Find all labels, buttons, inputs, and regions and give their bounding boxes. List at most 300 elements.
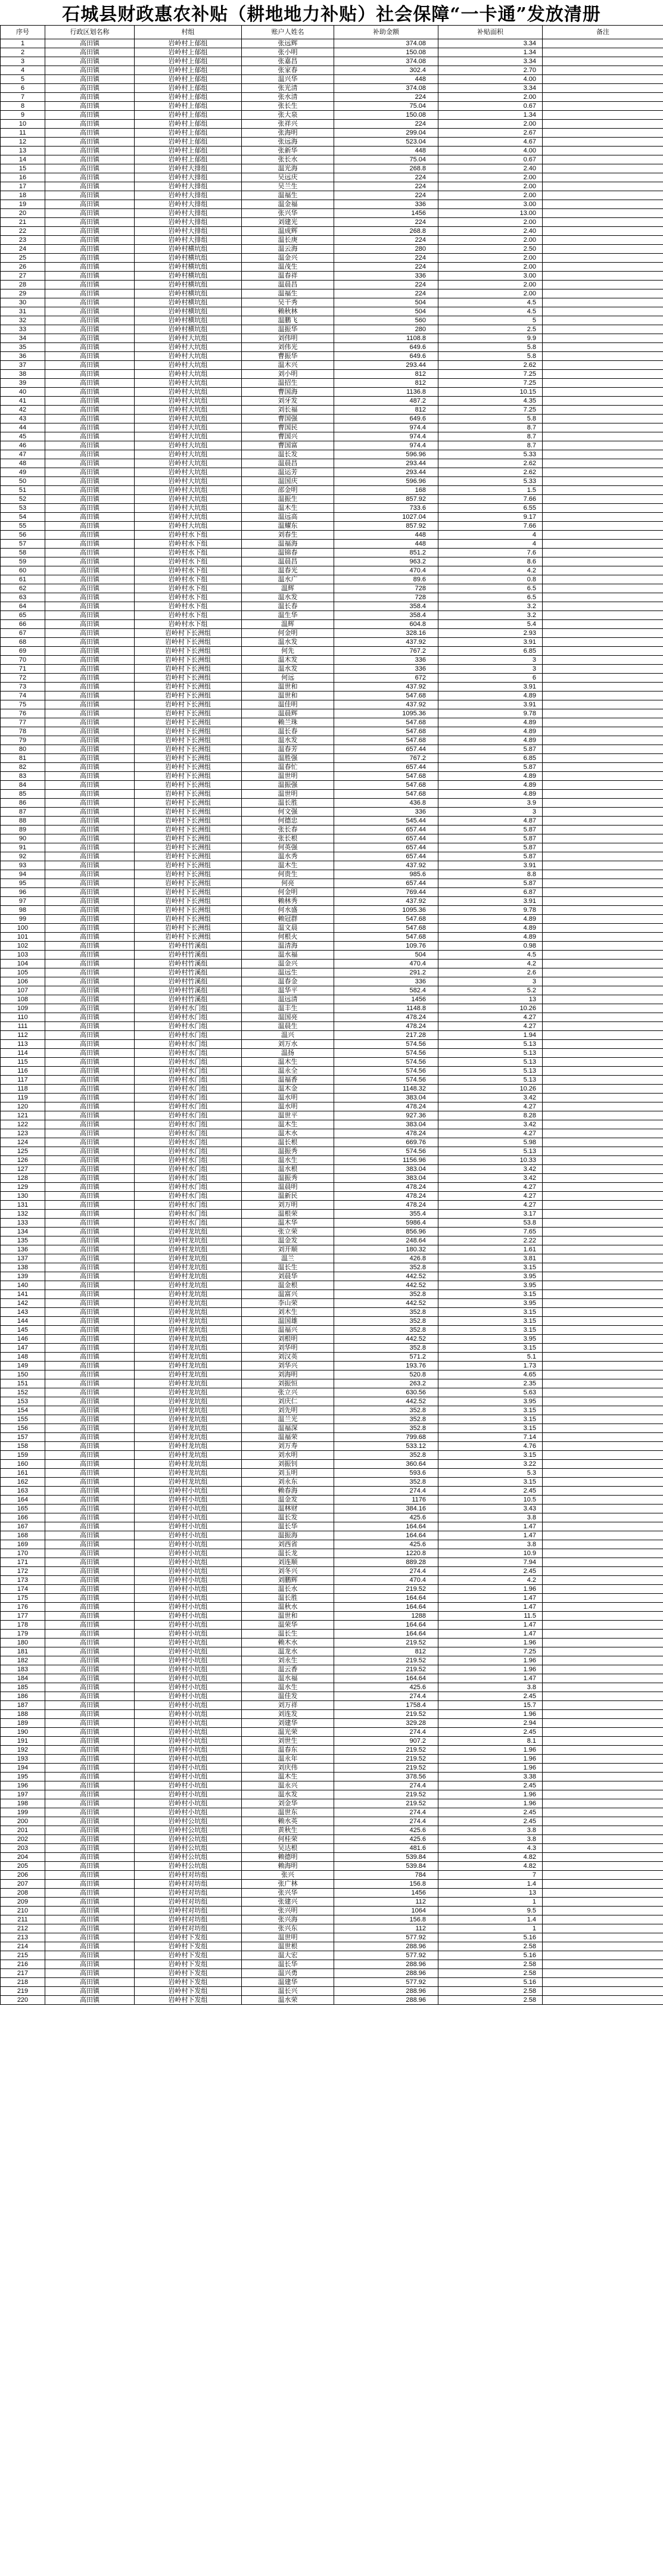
cell-subsidy-area: 4.00 [438,147,543,155]
cell-region: 高田镇 [45,397,135,406]
cell-index: 208 [1,1889,45,1898]
cell-remarks [543,325,663,334]
table-row [1,861,663,870]
cell-region: 高田镇 [45,611,135,620]
cell-village-group: 岩岭村大坑组 [135,477,242,486]
cell-subsidy-amount: 374.08 [334,39,438,48]
cell-subsidy-amount: 582.4 [334,986,438,995]
cell-subsidy-area: 4.27 [438,1013,543,1022]
cell-village-group: 岩岭村大坑组 [135,441,242,450]
cell-region: 高田镇 [45,1120,135,1129]
cell-region: 高田镇 [45,1799,135,1808]
table-row [1,977,663,986]
cell-subsidy-area: 5.4 [438,620,543,629]
cell-remarks [543,1335,663,1344]
cell-subsidy-amount: 384.16 [334,1505,438,1513]
cell-index: 24 [1,245,45,254]
cell-village-group: 岩岭村下发组 [135,1996,242,2005]
cell-village-group: 岩岭村水门组 [135,1201,242,1210]
table-row [1,406,663,415]
cell-village-group: 岩岭村小坑组 [135,1701,242,1710]
cell-village-group: 岩岭村大坑组 [135,370,242,379]
table-row [1,1808,663,1817]
cell-region: 高田镇 [45,566,135,575]
table-row [1,843,663,852]
cell-account-holder: 温云海 [242,245,334,254]
cell-remarks [543,289,663,298]
cell-subsidy-area: 3.15 [438,1290,543,1299]
table-row [1,334,663,343]
cell-subsidy-area: 3.00 [438,200,543,209]
cell-subsidy-area: 3 [438,977,543,986]
cell-subsidy-amount: 1758.4 [334,1701,438,1710]
cell-index: 38 [1,370,45,379]
cell-index: 104 [1,960,45,968]
table-row [1,566,663,575]
cell-subsidy-area: 3.2 [438,611,543,620]
cell-remarks [543,1603,663,1612]
cell-subsidy-area: 3 [438,665,543,674]
table-row [1,316,663,325]
cell-region: 高田镇 [45,298,135,307]
cell-village-group: 岩岭村小坑组 [135,1639,242,1647]
table-row [1,1478,663,1487]
cell-subsidy-amount: 1136.8 [334,388,438,397]
cell-index: 152 [1,1388,45,1397]
cell-remarks [543,790,663,799]
cell-region: 高田镇 [45,406,135,415]
cell-remarks [543,1353,663,1362]
table-row [1,674,663,683]
cell-region: 高田镇 [45,1076,135,1085]
cell-account-holder: 刘连发 [242,1710,334,1719]
cell-account-holder: 温龙水 [242,1647,334,1656]
cell-index: 115 [1,1058,45,1067]
cell-remarks [543,593,663,602]
cell-subsidy-amount: 577.92 [334,1951,438,1960]
cell-subsidy-area: 3.8 [438,1513,543,1522]
cell-index: 125 [1,1147,45,1156]
cell-region: 高田镇 [45,1496,135,1505]
table-row [1,1165,663,1174]
cell-account-holder: 曹国富 [242,441,334,450]
cell-village-group: 岩岭村水门组 [135,1085,242,1094]
cell-index: 61 [1,575,45,584]
cell-remarks [543,1263,663,1272]
cell-remarks [543,450,663,459]
cell-subsidy-amount: 593.6 [334,1469,438,1478]
table-row [1,960,663,968]
cell-village-group: 岩岭村小坑组 [135,1549,242,1558]
cell-index: 121 [1,1111,45,1120]
cell-account-holder: 温永兴 [242,1781,334,1790]
cell-region: 高田镇 [45,209,135,218]
cell-index: 194 [1,1764,45,1773]
cell-subsidy-area: 4.2 [438,1576,543,1585]
table-row [1,656,663,665]
cell-index: 130 [1,1192,45,1201]
cell-village-group: 岩岭村小坑组 [135,1737,242,1746]
cell-account-holder: 温茂生 [242,263,334,272]
table-row [1,352,663,361]
table-row [1,1612,663,1621]
cell-village-group: 岩岭村水门组 [135,1165,242,1174]
cell-region: 高田镇 [45,1898,135,1907]
cell-account-holder: 曹国兴 [242,432,334,441]
cell-index: 17 [1,182,45,191]
cell-account-holder: 邵金明 [242,486,334,495]
cell-subsidy-amount: 857.92 [334,522,438,531]
cell-remarks [543,834,663,843]
cell-remarks [543,236,663,245]
cell-account-holder: 温建华 [242,1978,334,1987]
cell-subsidy-amount: 1064 [334,1907,438,1915]
cell-index: 79 [1,736,45,745]
table-row [1,182,663,191]
cell-region: 高田镇 [45,1951,135,1960]
cell-remarks [543,138,663,147]
cell-subsidy-area: 2.93 [438,629,543,638]
table-row [1,1085,663,1094]
cell-subsidy-amount: 478.24 [334,1129,438,1138]
cell-account-holder: 吴远庆 [242,173,334,182]
cell-region: 高田镇 [45,1862,135,1871]
cell-subsidy-area: 3.15 [438,1263,543,1272]
cell-village-group: 岩岭村龙坑组 [135,1228,242,1236]
cell-account-holder: 温耀东 [242,522,334,531]
table-row [1,1192,663,1201]
table-row [1,1907,663,1915]
cell-account-holder: 温水根 [242,1165,334,1174]
cell-account-holder: 张广林 [242,1880,334,1889]
cell-subsidy-amount: 164.64 [334,1594,438,1603]
cell-account-holder: 温水荣 [242,1996,334,2005]
cell-remarks [543,736,663,745]
cell-subsidy-amount: 268.8 [334,227,438,236]
cell-index: 84 [1,781,45,790]
cell-subsidy-amount: 425.6 [334,1513,438,1522]
cell-remarks [543,57,663,66]
cell-account-holder: 温木生 [242,504,334,513]
cell-village-group: 岩岭村小坑组 [135,1683,242,1692]
cell-remarks [543,1469,663,1478]
cell-index: 192 [1,1746,45,1755]
table-row [1,799,663,808]
cell-region: 高田镇 [45,1487,135,1496]
cell-village-group: 岩岭村大坑组 [135,397,242,406]
cell-subsidy-area: 5 [438,316,543,325]
cell-index: 21 [1,218,45,227]
cell-subsidy-area: 7.14 [438,1433,543,1442]
cell-region: 高田镇 [45,370,135,379]
cell-index: 77 [1,718,45,727]
cell-remarks [543,718,663,727]
table-row [1,1094,663,1102]
cell-account-holder: 张兴华 [242,1889,334,1898]
cell-village-group: 岩岭村小坑组 [135,1719,242,1728]
cell-index: 64 [1,602,45,611]
cell-region: 高田镇 [45,960,135,968]
cell-remarks [543,1228,663,1236]
cell-region: 高田镇 [45,593,135,602]
cell-region: 高田镇 [45,432,135,441]
cell-account-holder: 何桂荣 [242,1835,334,1844]
cell-remarks [543,772,663,781]
cell-account-holder: 温木生 [242,1120,334,1129]
cell-account-holder: 温华平 [242,986,334,995]
cell-village-group: 岩岭村小坑组 [135,1496,242,1505]
cell-subsidy-area: 2.67 [438,129,543,138]
cell-subsidy-area: 4.87 [438,817,543,826]
cell-remarks [543,897,663,906]
cell-index: 8 [1,102,45,111]
cell-remarks [543,1487,663,1496]
cell-region: 高田镇 [45,1665,135,1674]
cell-index: 100 [1,924,45,933]
cell-remarks [543,968,663,977]
cell-subsidy-area: 5.8 [438,415,543,423]
table-row [1,1397,663,1406]
cell-region: 高田镇 [45,1219,135,1228]
cell-region: 高田镇 [45,718,135,727]
cell-region: 高田镇 [45,977,135,986]
cell-account-holder: 温生华 [242,611,334,620]
cell-remarks [543,1147,663,1156]
cell-village-group: 岩岭村大排组 [135,227,242,236]
cell-region: 高田镇 [45,1737,135,1746]
cell-subsidy-amount: 574.56 [334,1040,438,1049]
table-row [1,1656,663,1665]
cell-region: 高田镇 [45,1647,135,1656]
cell-village-group: 岩岭村下长洲组 [135,879,242,888]
cell-village-group: 岩岭村下发组 [135,1969,242,1978]
cell-region: 高田镇 [45,575,135,584]
cell-region: 高田镇 [45,1147,135,1156]
cell-region: 高田镇 [45,986,135,995]
cell-village-group: 岩岭村龙坑组 [135,1451,242,1460]
cell-index: 187 [1,1701,45,1710]
cell-region: 高田镇 [45,790,135,799]
cell-region: 高田镇 [45,1960,135,1969]
cell-subsidy-amount: 478.24 [334,1022,438,1031]
cell-index: 89 [1,826,45,834]
cell-subsidy-area: 3.22 [438,1460,543,1469]
cell-subsidy-amount: 156.8 [334,1880,438,1889]
cell-index: 189 [1,1719,45,1728]
cell-subsidy-area: 8.7 [438,423,543,432]
cell-account-holder: 刘鹏辉 [242,1576,334,1585]
cell-subsidy-area: 6.85 [438,754,543,763]
cell-remarks [543,1540,663,1549]
cell-region: 高田镇 [45,200,135,209]
cell-subsidy-amount: 574.56 [334,1058,438,1067]
cell-remarks [543,1254,663,1263]
cell-remarks [543,1085,663,1094]
cell-subsidy-area: 3.42 [438,1165,543,1174]
cell-index: 78 [1,727,45,736]
cell-village-group: 岩岭村龙坑组 [135,1290,242,1299]
cell-village-group: 岩岭村水下组 [135,566,242,575]
cell-subsidy-area: 1.34 [438,111,543,120]
cell-village-group: 岩岭村水下组 [135,593,242,602]
cell-remarks [543,423,663,432]
cell-remarks [543,674,663,683]
table-row [1,1174,663,1183]
table-row [1,897,663,906]
cell-village-group: 岩岭村上郁组 [135,39,242,48]
cell-index: 73 [1,683,45,691]
cell-subsidy-area: 4.89 [438,915,543,924]
cell-village-group: 岩岭村下发组 [135,1987,242,1996]
cell-index: 76 [1,709,45,718]
cell-account-holder: 温运芳 [242,468,334,477]
cell-subsidy-area: 4 [438,531,543,540]
cell-region: 高田镇 [45,1790,135,1799]
table-row [1,1406,663,1415]
cell-account-holder: 温木兴 [242,361,334,370]
table-row [1,1236,663,1245]
cell-index: 218 [1,1978,45,1987]
cell-index: 133 [1,1219,45,1228]
cell-account-holder: 温胜强 [242,754,334,763]
cell-subsidy-amount: 280 [334,245,438,254]
cell-account-holder: 温文晨 [242,924,334,933]
cell-account-holder: 温木水 [242,1129,334,1138]
cell-account-holder: 温晨昌 [242,557,334,566]
cell-region: 高田镇 [45,1692,135,1701]
cell-account-holder: 李山荣 [242,1299,334,1308]
cell-remarks [543,683,663,691]
table-row [1,772,663,781]
cell-account-holder: 刘建光 [242,218,334,227]
cell-subsidy-amount: 109.76 [334,942,438,951]
cell-village-group: 岩岭村龙坑组 [135,1308,242,1317]
cell-village-group: 岩岭村大坑组 [135,513,242,522]
cell-village-group: 岩岭村小坑组 [135,1585,242,1594]
cell-index: 98 [1,906,45,915]
cell-index: 137 [1,1254,45,1263]
cell-region: 高田镇 [45,557,135,566]
cell-remarks [543,1656,663,1665]
cell-subsidy-amount: 442.52 [334,1299,438,1308]
table-row [1,968,663,977]
cell-remarks [543,638,663,647]
cell-index: 190 [1,1728,45,1737]
cell-remarks [543,1567,663,1576]
cell-region: 高田镇 [45,834,135,843]
cell-subsidy-area: 4.82 [438,1853,543,1862]
cell-index: 173 [1,1576,45,1585]
cell-subsidy-area: 4.5 [438,307,543,316]
cell-region: 高田镇 [45,423,135,432]
table-row [1,1755,663,1764]
table-row [1,1665,663,1674]
cell-subsidy-amount: 360.64 [334,1460,438,1469]
cell-region: 高田镇 [45,1469,135,1478]
cell-index: 35 [1,343,45,352]
cell-region: 高田镇 [45,808,135,817]
cell-village-group: 岩岭村水门组 [135,1102,242,1111]
cell-subsidy-amount: 547.68 [334,691,438,700]
cell-subsidy-area: 5.63 [438,1388,543,1397]
cell-region: 高田镇 [45,1424,135,1433]
cell-index: 111 [1,1022,45,1031]
cell-subsidy-amount: 352.8 [334,1308,438,1317]
cell-village-group: 岩岭村大排组 [135,236,242,245]
cell-index: 7 [1,93,45,102]
cell-remarks [543,584,663,593]
cell-subsidy-amount: 487.2 [334,397,438,406]
cell-account-holder: 温长胜 [242,799,334,808]
header-subsidy-amount: 补助金额 [334,26,438,39]
cell-subsidy-amount: 224 [334,93,438,102]
cell-village-group: 岩岭村上郁组 [135,93,242,102]
cell-account-holder: 张建兴 [242,1898,334,1907]
cell-remarks [543,951,663,960]
cell-remarks [543,254,663,263]
cell-subsidy-amount: 545.44 [334,817,438,826]
table-row [1,388,663,397]
cell-region: 高田镇 [45,164,135,173]
cell-village-group: 岩岭村水下组 [135,602,242,611]
table-row [1,727,663,736]
cell-subsidy-area: 4.89 [438,790,543,799]
cell-index: 206 [1,1871,45,1880]
cell-index: 144 [1,1317,45,1326]
cell-account-holder: 温水发 [242,665,334,674]
table-row [1,75,663,84]
table-row [1,209,663,218]
cell-region: 高田镇 [45,57,135,66]
table-row [1,111,663,120]
cell-village-group: 岩岭村小坑组 [135,1594,242,1603]
cell-village-group: 岩岭村龙坑组 [135,1254,242,1263]
cell-remarks [543,1379,663,1388]
cell-remarks [543,1478,663,1487]
cell-region: 高田镇 [45,1889,135,1898]
cell-region: 高田镇 [45,1460,135,1469]
cell-region: 高田镇 [45,879,135,888]
cell-subsidy-area: 3.42 [438,1094,543,1102]
cell-account-holder: 刘世生 [242,1737,334,1746]
table-row [1,48,663,57]
cell-village-group: 岩岭村横坑组 [135,254,242,263]
cell-subsidy-amount: 547.68 [334,727,438,736]
cell-region: 高田镇 [45,1549,135,1558]
cell-account-holder: 温国雄 [242,1317,334,1326]
cell-region: 高田镇 [45,817,135,826]
table-row [1,1451,663,1460]
cell-subsidy-area: 3.15 [438,1326,543,1335]
cell-remarks [543,111,663,120]
cell-subsidy-area: 3.43 [438,1505,543,1513]
cell-subsidy-area: 1.96 [438,1755,543,1764]
cell-subsidy-amount: 769.44 [334,888,438,897]
cell-village-group: 岩岭村小坑组 [135,1540,242,1549]
cell-remarks [543,432,663,441]
cell-village-group: 岩岭村下长洲组 [135,745,242,754]
cell-subsidy-area: 4.89 [438,924,543,933]
cell-subsidy-area: 5.13 [438,1067,543,1076]
cell-region: 高田镇 [45,486,135,495]
cell-account-holder: 刘万明 [242,1201,334,1210]
cell-village-group: 岩岭村水下组 [135,620,242,629]
cell-subsidy-amount: 150.08 [334,111,438,120]
cell-index: 90 [1,834,45,843]
cell-subsidy-area: 3.95 [438,1299,543,1308]
cell-account-holder: 温光海 [242,164,334,173]
table-row [1,1978,663,1987]
